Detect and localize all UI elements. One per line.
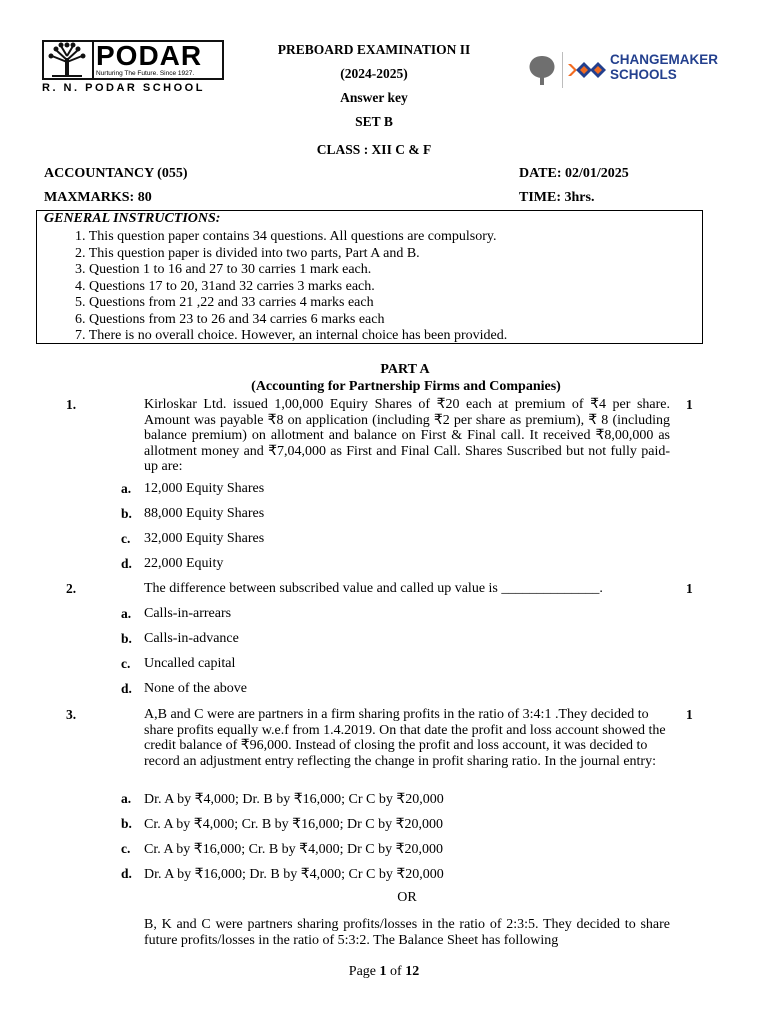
option-text: Dr. A by ₹16,000; Dr. B by ₹4,000; Cr C by ₹20,000 bbox=[144, 867, 444, 882]
instruction-item: 7. There is no overall choice. However, an internal choice has been provided. bbox=[75, 328, 508, 343]
question-text: The difference between subscribed value and called up value is ______________. bbox=[144, 581, 603, 596]
instruction-item: 5. Questions from 21 ,22 and 33 carries 4 marks each bbox=[75, 295, 374, 310]
podar-wordmark: PODAR bbox=[96, 40, 203, 71]
option-letter: b. bbox=[121, 631, 132, 646]
option-text: 88,000 Equity Shares bbox=[144, 506, 265, 521]
option-letter: a. bbox=[121, 481, 132, 496]
option-text: Cr. A by ₹4,000; Cr. B by ₹16,000; Dr C by ₹20,000 bbox=[144, 817, 443, 832]
podar-logo bbox=[42, 40, 228, 96]
option-text: 12,000 Equity Shares bbox=[144, 481, 265, 496]
or-separator: OR bbox=[397, 890, 417, 905]
option-letter: a. bbox=[121, 606, 132, 621]
option-text: Uncalled capital bbox=[144, 656, 236, 671]
instruction-item: 4. Questions 17 to 20, 31and 32 carries 3 marks each. bbox=[75, 278, 375, 294]
option-letter: b. bbox=[121, 506, 132, 521]
option-letter: c. bbox=[121, 531, 131, 546]
option-text: Calls-in-arrears bbox=[144, 606, 232, 621]
instructions-title: GENERAL INSTRUCTIONS: bbox=[44, 211, 221, 226]
option-letter: a. bbox=[121, 791, 132, 806]
option-text: Calls-in-advance bbox=[144, 631, 239, 646]
option-text: Cr. A by ₹16,000; Cr. B by ₹4,000; Dr C by ₹20,000 bbox=[144, 842, 443, 857]
option-letter: d. bbox=[121, 681, 132, 696]
part-title: PART A bbox=[380, 362, 430, 377]
option-letter: b. bbox=[121, 816, 132, 831]
podar-logo-box bbox=[42, 40, 224, 80]
option-text: None of the above bbox=[144, 681, 248, 696]
podar-tagline: Nurturing The Future. Since 1927. bbox=[96, 70, 195, 77]
total-pages: 12 bbox=[405, 964, 420, 979]
exam-title: PREBOARD EXAMINATION II bbox=[277, 42, 471, 57]
option-text: Dr. A by ₹4,000; Dr. B by ₹16,000; Cr C by ₹20,000 bbox=[144, 792, 444, 807]
time-label: TIME: 3hrs. bbox=[519, 190, 595, 205]
instruction-item: 1. This question paper contains 34 questions. All questions are compulsory. bbox=[75, 229, 497, 244]
class-label: CLASS : XII C & F bbox=[316, 142, 432, 157]
date-label: DATE: 02/01/2025 bbox=[519, 166, 629, 181]
academic-year: (2024-2025) bbox=[340, 66, 408, 81]
subject-label: ACCOUNTANCY (055) bbox=[44, 166, 188, 181]
changemaker-word-1: CHANGEMAKER bbox=[610, 52, 718, 67]
option-text: 32,000 Equity Shares bbox=[144, 531, 265, 546]
page-number: 1 bbox=[379, 964, 387, 979]
option-letter: d. bbox=[121, 556, 132, 571]
question-marks: 1 bbox=[686, 707, 693, 722]
changemaker-word-2: SCHOOLS bbox=[610, 67, 677, 82]
page-footer bbox=[0, 964, 768, 980]
question-number: 3. bbox=[66, 707, 77, 722]
question-marks: 1 bbox=[686, 581, 693, 596]
question-text: A,B and C were are partners in a firm sharing profits in the ratio of 3:4:1 .They decided to share profits equally w.e.f from 1.4.2019. On that date the profit and loss account showed the credit balance of ₹96,000. Instead of closing the profit and loss account, it was decided to record an adjustment entry reflecting the change in profit sharing ratio. In the journal entry: bbox=[144, 707, 666, 769]
changemaker-emblem-icon bbox=[524, 50, 608, 90]
page-label: Page bbox=[348, 964, 377, 979]
instruction-item: 2. This question paper is divided into two parts, Part A and B. bbox=[75, 245, 420, 261]
question-text: Kirloskar Ltd. issued 1,00,000 Equiry Shares of ₹20 each at premium of ₹4 per share. Amount was payable ₹8 on application (including ₹2 per share as premium), ₹ 8 (including balance premium) on allotment and balance on First & Final call. It received ₹8,00,000 as allotment money and ₹7,04,000 as First and Final Call. Shares Suscribed but not fully paid-up are: bbox=[144, 397, 670, 475]
tree-icon bbox=[44, 42, 94, 78]
podar-school-name: R. N. PODAR SCHOOL bbox=[42, 82, 205, 94]
changemaker-logo bbox=[524, 46, 718, 94]
instruction-item: 6. Questions from 23 to 26 and 34 carries 6 marks each bbox=[75, 311, 385, 327]
option-letter: c. bbox=[121, 841, 131, 856]
part-subtitle: (Accounting for Partnership Firms and Companies) bbox=[251, 379, 561, 394]
max-marks-label: MAXMARKS: 80 bbox=[44, 190, 152, 205]
option-letter: d. bbox=[121, 866, 132, 881]
general-instructions-box bbox=[36, 210, 703, 344]
of-label: of bbox=[390, 964, 402, 979]
option-letter: c. bbox=[121, 656, 131, 671]
option-text: 22,000 Equity bbox=[144, 556, 224, 571]
set-label: SET B bbox=[355, 114, 393, 129]
question-number: 1. bbox=[66, 397, 77, 412]
alternate-question-text: B, K and C were partners sharing profits/losses in the ratio of 2:3:5. They decided to share future profits/losses in the ratio of 5:3:2. The Balance Sheet has following bbox=[144, 917, 670, 948]
doc-type: Answer key bbox=[340, 90, 408, 105]
instruction-item: 3. Question 1 to 16 and 27 to 30 carries 1 mark each. bbox=[75, 262, 372, 277]
question-marks: 1 bbox=[686, 397, 693, 412]
question-number: 2. bbox=[66, 581, 77, 596]
